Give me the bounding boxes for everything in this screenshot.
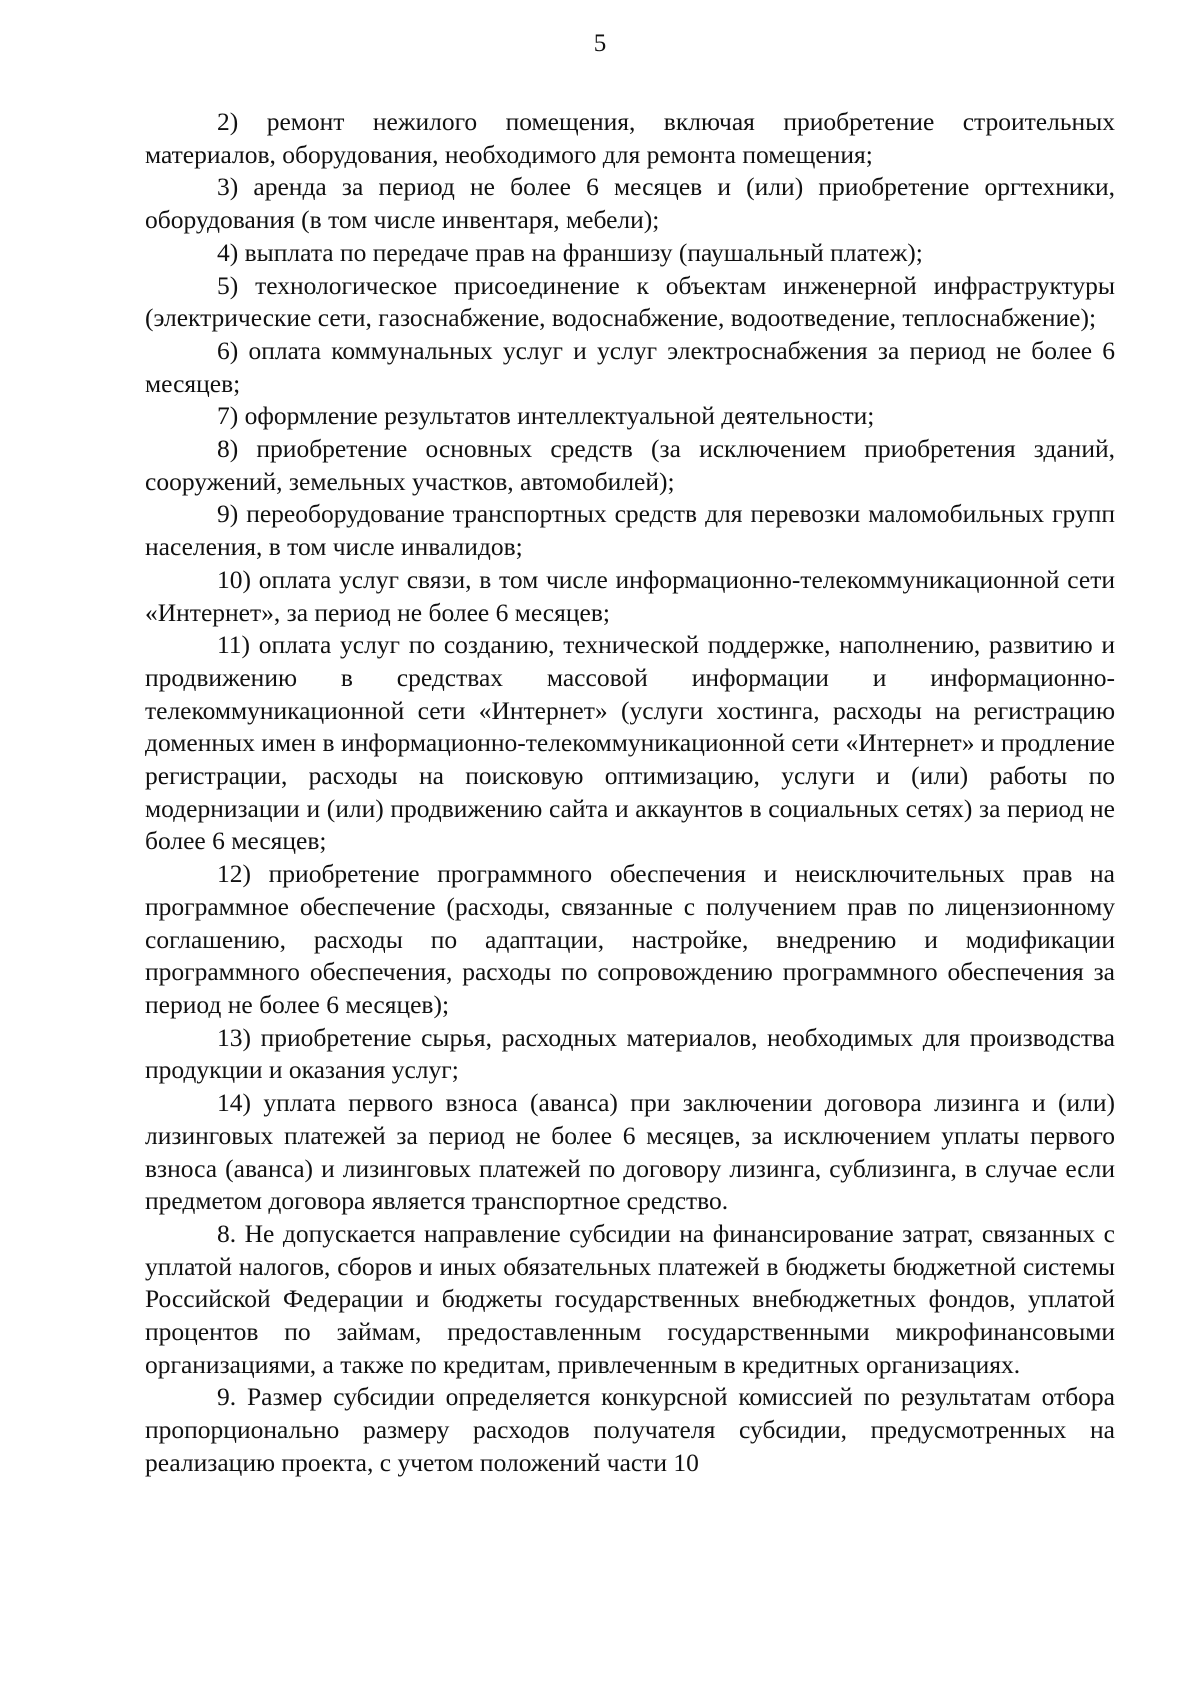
paragraph-item-3: 3) аренда за период не более 6 месяцев и (или) приобретение оргтехники, оборудования (в том числе инвентаря, мебели); xyxy=(145,172,1115,235)
paragraph-item-8: 8) приобретение основных средств (за исключением приобретения зданий, сооружений, земельных участков, автомобилей); xyxy=(145,434,1115,496)
paragraph-item-10: 10) оплата услуг связи, в том числе информационно-телекоммуникационной сети «Интернет», за период не более 6 месяцев; xyxy=(145,564,1115,627)
paragraph-item-14: 14) уплата первого взноса (аванса) при заключении договора лизинга и (или) лизинговых платежей за период не более 6 месяцев, за исключением уплаты первого взноса (аванса) и лизинговых платежей по договору лизинга, сублизинга, в случае если предметом договора является транспортное средство. xyxy=(145,1088,1115,1216)
document-body xyxy=(145,106,1115,1480)
page-number: 5 xyxy=(593,30,607,57)
paragraph-section-8: 8. Не допускается направление субсидии на финансирование затрат, связанных с уплатой налогов, сборов и иных обязательных платежей в бюджеты бюджетной системы Российской Федерации и бюджеты государственных внебюджетных фондов, уплатой процентов по займам, предоставленным государственными микрофинансовыми организациями, а также по кредитам, привлеченным в кредитных организациях. xyxy=(145,1218,1115,1379)
paragraph-item-4: 4) выплата по передаче прав на франшизу (паушальный платеж); xyxy=(217,237,923,267)
paragraph-item-12: 12) приобретение программного обеспечения и неисключительных прав на программное обеспечение (расходы, связанные с получением прав по лицензионному соглашению, расходы по адаптации, настройке, внедрению и модификации программного обеспечения, расходы по сопровождению программного обеспечения за период не более 6 месяцев); xyxy=(145,859,1115,1019)
paragraph-item-9: 9) переоборудование транспортных средств для перевозки маломобильных групп населения, в том числе инвалидов; xyxy=(145,499,1115,562)
paragraph-item-7: 7) оформление результатов интеллектуальной деятельности; xyxy=(217,401,875,431)
paragraph-item-6: 6) оплата коммунальных услуг и услуг электроснабжения за период не более 6 месяцев; xyxy=(145,335,1115,398)
paragraph-section-9: 9. Размер субсидии определяется конкурсной комиссией по результатам отбора пропорционально размеру расходов получателя субсидии, предусмотренных на реализацию проекта, с учетом положений части 10 xyxy=(145,1382,1115,1477)
paragraph-item-13: 13) приобретение сырья, расходных материалов, необходимых для производства продукции и оказания услуг; xyxy=(145,1022,1115,1085)
paragraph-item-11: 11) оплата услуг по созданию, технической поддержке, наполнению, развитию и продвижению в средствах массовой информации и информационно-телекоммуникационной сети «Интернет» (услуги хостинга, расходы на регистрацию доменных имен в информационно-телекоммуникационной сети «Интернет» и продление регистрации, расходы на поисковую оптимизацию, услуги и (или) работы по модернизации и (или) продвижению сайта и аккаунтов в социальных сетях) за период не более 6 месяцев; xyxy=(145,630,1115,856)
paragraph-item-5: 5) технологическое присоединение к объектам инженерной инфраструктуры (электрические сети, газоснабжение, водоснабжение, водоотведение, теплоснабжение); xyxy=(145,270,1115,333)
paragraph-item-2: 2) ремонт нежилого помещения, включая приобретение строительных материалов, оборудования, необходимого для ремонта помещения; xyxy=(145,107,1115,169)
